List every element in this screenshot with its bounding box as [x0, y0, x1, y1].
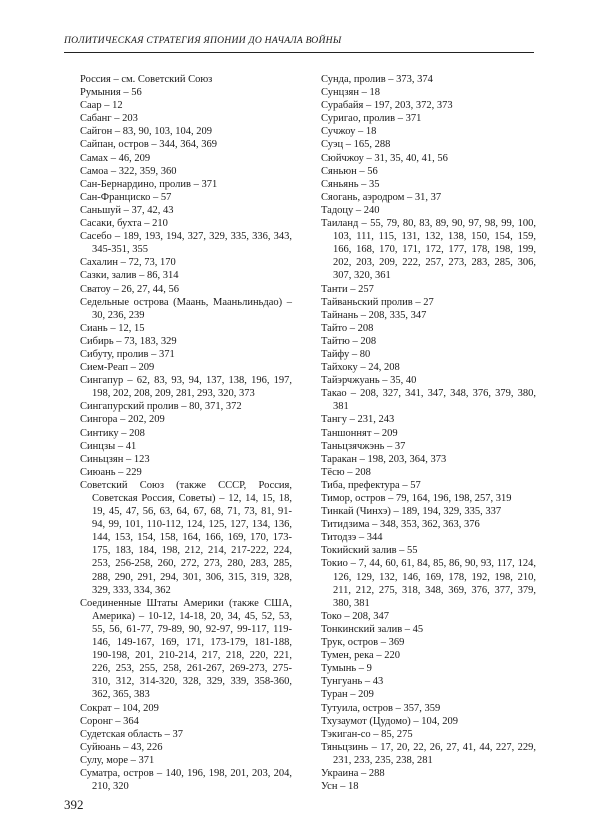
index-entry: Тангу – 231, 243	[321, 414, 395, 426]
page-number: 392	[64, 797, 84, 812]
index-entry: Сиань – 12, 15	[80, 322, 145, 334]
index-entry: Токийский залив – 55	[321, 545, 418, 557]
index-entry: Сием-Реап – 209	[80, 362, 155, 374]
index-entry: Сяогань, аэродром – 31, 37	[321, 191, 442, 203]
index-entry: Сасебо – 189, 193, 194, 327, 329, 335, 336, 343, 345-351, 355	[80, 231, 292, 256]
index-entry: Саньшуй – 37, 42, 43	[80, 204, 174, 216]
index-entry: Тунгуань – 43	[321, 676, 384, 688]
index-entry: Тёсю – 208	[321, 466, 371, 478]
running-header: ПОЛИТИЧЕСКАЯ СТРАТЕГИЯ ЯПОНИИ ДО НАЧАЛА ВОЙНЫ	[64, 35, 342, 46]
index-entry: Таракан – 198, 203, 364, 373	[321, 453, 447, 465]
index-entry: Сюйчжоу – 31, 35, 40, 41, 56	[321, 152, 448, 164]
index-entry: Токио – 7, 44, 60, 61, 84, 85, 86, 90, 93, 117, 124, 126, 129, 132, 146, 169, 178, 192, 198, 210, 211, 212, 275, 318, 348, 369, 376, 377, 379, 380, 381	[321, 558, 536, 609]
index-entry: Сахалин – 72, 73, 170	[80, 257, 176, 269]
index-entry: Сунда, пролив – 373, 374	[321, 74, 433, 85]
index-entry: Сингапурский пролив – 80, 371, 372	[80, 401, 242, 413]
index-entry: Самах – 46, 209	[80, 152, 151, 164]
index-entry: Таншоннят – 209	[321, 427, 398, 439]
index-entry: Тайваньский пролив – 27	[321, 296, 434, 308]
index-entry: Такао – 208, 327, 341, 347, 348, 376, 379, 380, 381	[321, 388, 536, 413]
index-entry: Сулу, море – 371	[80, 754, 155, 766]
index-entry: Судетская область – 37	[80, 728, 184, 740]
index-entry: Сайгон – 83, 90, 103, 104, 209	[80, 126, 212, 138]
index-entry: Тэкиган-со – 85, 275	[321, 728, 413, 740]
index-entry: Тимор, остров – 79, 164, 196, 198, 257, 319	[321, 493, 512, 504]
index-entry: Тумен, река – 220	[321, 650, 400, 662]
index-entry: Сократ – 104, 209	[80, 702, 159, 714]
index-entry: Суэц – 165, 288	[321, 139, 391, 151]
index-entry: Тонкинский залив – 45	[321, 623, 424, 635]
index-entry: Трук, остров – 369	[321, 637, 405, 649]
index-entry: Сурабайя – 197, 203, 372, 373	[321, 100, 453, 112]
index-entry: Сибуту, пролив – 371	[80, 348, 175, 360]
index-entry: Синтику – 208	[80, 427, 145, 439]
header-rule	[64, 52, 534, 53]
index-entry: Украина – 288	[321, 767, 385, 779]
index-entry: Суматра, остров – 140, 196, 198, 201, 203, 204, 210, 320	[80, 767, 292, 793]
index-entry: Таньцзячжэнь – 37	[321, 440, 406, 452]
index-entry: Тайтю – 208	[321, 335, 377, 347]
index-entry: Тайто – 208	[321, 322, 374, 334]
index-entry: Титидзима – 348, 353, 362, 363, 376	[321, 519, 480, 531]
index-entry: Синьцзян – 123	[80, 453, 150, 465]
index-entry: Сибирь – 73, 183, 329	[80, 335, 177, 347]
index-entry: Сайпан, остров – 344, 364, 369	[80, 139, 218, 151]
index-entry: Таиланд – 55, 79, 80, 83, 89, 90, 97, 98, 99, 100, 103, 111, 115, 131, 132, 138, 150, 154, 159, 166, 168, 170, 171, 172, 177, 178, 198, 199, 202, 203, 209, 222, 257, 273, 283, 285, 306, 307, 320, 361	[321, 218, 536, 282]
index-entry: Сингапур – 62, 83, 93, 94, 137, 138, 196, 197, 198, 202, 208, 209, 281, 293, 320, 373	[80, 375, 292, 400]
index-entry: Сабанг – 203	[80, 113, 138, 125]
index-entry: Сингора – 202, 209	[80, 414, 165, 426]
index-entry: Тумынь – 9	[321, 663, 372, 675]
index-entry: Токо – 208, 347	[321, 610, 389, 622]
index-entry: Туран – 209	[321, 689, 374, 701]
index-entry: Сазки, залив – 86, 314	[80, 270, 179, 282]
index-entry: Сан-Франциско – 57	[80, 191, 172, 203]
index-entry: Тадоцу – 240	[321, 204, 380, 216]
index-entry: Седельные острова (Маань, Мааньлиньдао) – 30, 236, 239	[80, 296, 292, 321]
index-entry: Тхузаумот (Цудомо) – 104, 209	[321, 715, 459, 727]
index-entry: Тутуила, остров – 357, 359	[321, 702, 441, 714]
index-entry: Тайхоку – 24, 208	[321, 362, 400, 374]
index-entry: Усн – 18	[321, 781, 359, 793]
index-entry: Танти – 257	[321, 283, 374, 295]
index-entry: Румыния – 56	[80, 87, 142, 99]
index-entry: Соединенные Штаты Америки (также США, Америка) – 10-12, 14-18, 20, 34, 45, 52, 53, 55, 56, 61-77, 79-89, 90, 92-97, 99-117, 119-146, 149-167, 169, 171, 173-179, 181-188, 190-198, 201, 210-214, 217, 218, 220, 221, 226, 253, 255, 258, 261-267, 269-273, 275-310, 312, 314-320, 328, 329, 339, 358-360, 362, 365, 383	[80, 597, 292, 701]
index-entry: Синцзы – 41	[80, 440, 137, 452]
index-entry: Тяньцзинь – 17, 20, 22, 26, 27, 41, 44, 227, 229, 231, 233, 235, 238, 281	[321, 741, 536, 766]
index-entry: Сяньюн – 56	[321, 165, 378, 177]
index-entry: Россия – см. Советский Союз	[80, 74, 213, 85]
index-entry: Тайэрчжуань – 35, 40	[321, 375, 417, 387]
index-entry: Сасаки, бухта – 210	[80, 218, 168, 230]
index-entry: Сватоу – 26, 27, 44, 56	[80, 283, 180, 295]
index-entry: Тинкай (Чинхэ) – 189, 194, 329, 335, 337	[321, 506, 502, 518]
index-column-left	[80, 73, 292, 793]
index-entry: Тиба, префектура – 57	[321, 479, 421, 491]
index-entry: Титодзэ – 344	[321, 532, 383, 544]
index-entry: Суйюань – 43, 226	[80, 741, 163, 753]
index-entry: Сиюань – 229	[80, 466, 142, 478]
index-entry: Соронг – 364	[80, 715, 139, 727]
index-entry: Сяньянь – 35	[321, 178, 380, 190]
index-entry: Саар – 12	[80, 100, 123, 112]
index-entry: Суригао, пролив – 371	[321, 113, 422, 125]
index-entry: Сан-Бернардино, пролив – 371	[80, 178, 218, 190]
index-entry: Сунцзян – 18	[321, 87, 380, 99]
index-entry: Тайфу – 80	[321, 348, 371, 360]
index-entry: Сучжоу – 18	[321, 126, 377, 138]
index-entry: Советский Союз (также СССР, Россия, Советская Россия, Советы) – 12, 14, 15, 18, 19, 45, 47, 56, 63, 64, 67, 68, 71, 73, 81, 91-94, 99, 101, 110-112, 124, 125, 127, 134, 136, 144, 153, 154, 158, 164, 166, 169, 170, 173-175, 183, 184, 198, 212, 214, 217-222, 224, 253, 256-258, 260, 272, 273, 280, 283, 285, 288, 290, 291, 294, 301, 306, 315, 319, 328, 329, 333, 334, 362	[80, 479, 292, 596]
index-entry: Тайнань – 208, 335, 347	[321, 309, 427, 321]
index-column-right	[321, 73, 536, 793]
index-entry: Самоа – 322, 359, 360	[80, 165, 177, 177]
